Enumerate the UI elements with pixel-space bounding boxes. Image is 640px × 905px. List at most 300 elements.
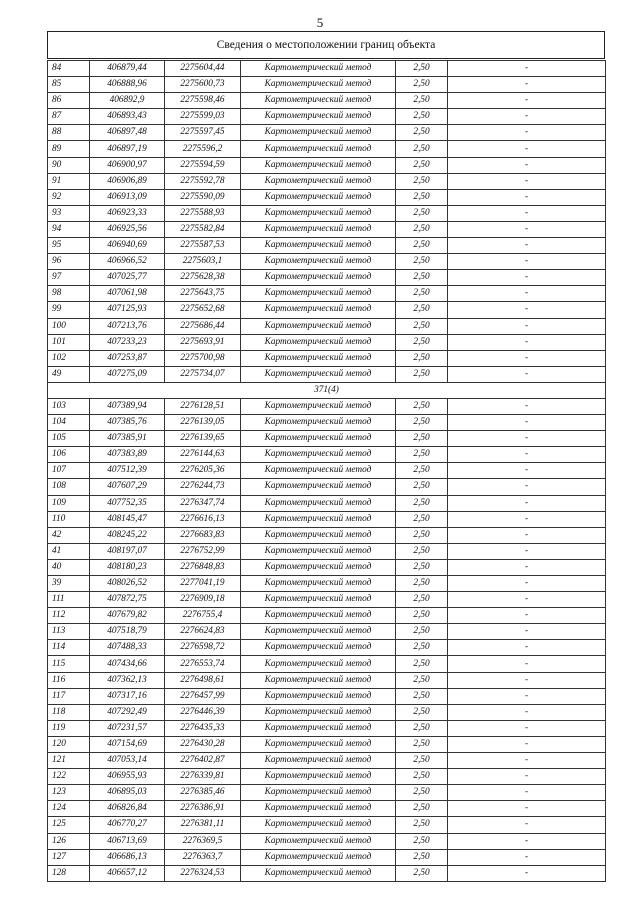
note-cell: -: [448, 849, 606, 865]
method-cell: Картометрический метод: [241, 205, 396, 221]
point-number-cell: 88: [48, 125, 90, 141]
y-coordinate-cell: 2276616,13: [165, 511, 241, 527]
accuracy-cell: 2,50: [396, 93, 448, 109]
y-coordinate-cell: 2276553,74: [165, 656, 241, 672]
note-cell: -: [448, 785, 606, 801]
accuracy-cell: 2,50: [396, 334, 448, 350]
point-number-cell: 92: [48, 189, 90, 205]
accuracy-cell: 2,50: [396, 656, 448, 672]
table-title: Сведения о местоположении границ объекта: [47, 31, 605, 59]
y-coordinate-cell: 2275588,93: [165, 205, 241, 221]
x-coordinate-cell: 407275,09: [90, 366, 165, 382]
method-cell: Картометрический метод: [241, 431, 396, 447]
y-coordinate-cell: 2276339,81: [165, 769, 241, 785]
accuracy-cell: 2,50: [396, 463, 448, 479]
x-coordinate-cell: 406923,33: [90, 205, 165, 221]
x-coordinate-cell: 406966,52: [90, 254, 165, 270]
x-coordinate-cell: 406770,27: [90, 817, 165, 833]
x-coordinate-cell: 406906,89: [90, 173, 165, 189]
note-cell: -: [448, 592, 606, 608]
point-number-cell: 103: [48, 398, 90, 414]
accuracy-cell: 2,50: [396, 720, 448, 736]
point-number-cell: 102: [48, 350, 90, 366]
point-number-cell: 121: [48, 753, 90, 769]
table-row: [48, 576, 606, 592]
note-cell: -: [448, 318, 606, 334]
table-row: [48, 672, 606, 688]
x-coordinate-cell: 407607,29: [90, 479, 165, 495]
accuracy-cell: 2,50: [396, 415, 448, 431]
y-coordinate-cell: 2276369,5: [165, 833, 241, 849]
point-number-cell: 126: [48, 833, 90, 849]
point-number-cell: 96: [48, 254, 90, 270]
note-cell: -: [448, 753, 606, 769]
accuracy-cell: 2,50: [396, 479, 448, 495]
method-cell: Картометрический метод: [241, 141, 396, 157]
method-cell: Картометрический метод: [241, 817, 396, 833]
x-coordinate-cell: 407383,89: [90, 447, 165, 463]
x-coordinate-cell: 407213,76: [90, 318, 165, 334]
method-cell: Картометрический метод: [241, 527, 396, 543]
note-cell: -: [448, 656, 606, 672]
method-cell: Картометрический метод: [241, 511, 396, 527]
table-row: [48, 318, 606, 334]
table-row: [48, 431, 606, 447]
table-row: [48, 286, 606, 302]
y-coordinate-cell: 2276446,39: [165, 704, 241, 720]
table-row: [48, 753, 606, 769]
point-number-cell: 113: [48, 624, 90, 640]
point-number-cell: 98: [48, 286, 90, 302]
note-cell: -: [448, 61, 606, 77]
point-number-cell: 93: [48, 205, 90, 221]
note-cell: -: [448, 415, 606, 431]
note-cell: -: [448, 302, 606, 318]
method-cell: Картометрический метод: [241, 189, 396, 205]
accuracy-cell: 2,50: [396, 398, 448, 414]
point-number-cell: 101: [48, 334, 90, 350]
x-coordinate-cell: 407253,87: [90, 350, 165, 366]
table-row: [48, 334, 606, 350]
table-row: [48, 479, 606, 495]
note-cell: -: [448, 398, 606, 414]
method-cell: Картометрический метод: [241, 624, 396, 640]
y-coordinate-cell: 2276381,11: [165, 817, 241, 833]
table-row: [48, 865, 606, 881]
note-cell: -: [448, 431, 606, 447]
y-coordinate-cell: 2275587,53: [165, 238, 241, 254]
method-cell: Картометрический метод: [241, 753, 396, 769]
table-row: [48, 93, 606, 109]
accuracy-cell: 2,50: [396, 318, 448, 334]
method-cell: Картометрический метод: [241, 704, 396, 720]
method-cell: Картометрический метод: [241, 736, 396, 752]
accuracy-cell: 2,50: [396, 205, 448, 221]
table-row: [48, 238, 606, 254]
note-cell: -: [448, 109, 606, 125]
x-coordinate-cell: 407061,98: [90, 286, 165, 302]
accuracy-cell: 2,50: [396, 495, 448, 511]
accuracy-cell: 2,50: [396, 704, 448, 720]
accuracy-cell: 2,50: [396, 833, 448, 849]
table-row: [48, 833, 606, 849]
method-cell: Картометрический метод: [241, 769, 396, 785]
table-row: [48, 61, 606, 77]
x-coordinate-cell: 407292,49: [90, 704, 165, 720]
point-number-cell: 111: [48, 592, 90, 608]
x-coordinate-cell: 408145,47: [90, 511, 165, 527]
section-label: 371(4): [48, 382, 606, 398]
y-coordinate-cell: 2276386,91: [165, 801, 241, 817]
x-coordinate-cell: 407233,23: [90, 334, 165, 350]
point-number-cell: 89: [48, 141, 90, 157]
note-cell: -: [448, 801, 606, 817]
x-coordinate-cell: 407317,16: [90, 688, 165, 704]
x-coordinate-cell: 407752,35: [90, 495, 165, 511]
x-coordinate-cell: 407488,33: [90, 640, 165, 656]
note-cell: -: [448, 495, 606, 511]
y-coordinate-cell: 2276139,65: [165, 431, 241, 447]
note-cell: -: [448, 334, 606, 350]
method-cell: Картометрический метод: [241, 495, 396, 511]
point-number-cell: 118: [48, 704, 90, 720]
table-row: [48, 415, 606, 431]
point-number-cell: 104: [48, 415, 90, 431]
note-cell: -: [448, 77, 606, 93]
section-row: [48, 382, 606, 398]
method-cell: Картометрический метод: [241, 398, 396, 414]
table-row: [48, 173, 606, 189]
note-cell: -: [448, 576, 606, 592]
y-coordinate-cell: 2276909,18: [165, 592, 241, 608]
note-cell: -: [448, 366, 606, 382]
table-row: [48, 640, 606, 656]
y-coordinate-cell: 2276498,61: [165, 672, 241, 688]
point-number-cell: 105: [48, 431, 90, 447]
table-row: [48, 592, 606, 608]
table-row: [48, 254, 606, 270]
table-row: [48, 704, 606, 720]
method-cell: Картометрический метод: [241, 463, 396, 479]
y-coordinate-cell: 2276205,36: [165, 463, 241, 479]
accuracy-cell: 2,50: [396, 688, 448, 704]
table-row: [48, 447, 606, 463]
y-coordinate-cell: 2275582,84: [165, 221, 241, 237]
y-coordinate-cell: 2276755,4: [165, 608, 241, 624]
method-cell: Картометрический метод: [241, 672, 396, 688]
table-row: [48, 205, 606, 221]
method-cell: Картометрический метод: [241, 865, 396, 881]
table-row: [48, 125, 606, 141]
note-cell: -: [448, 463, 606, 479]
method-cell: Картометрический метод: [241, 157, 396, 173]
x-coordinate-cell: 407872,75: [90, 592, 165, 608]
y-coordinate-cell: 2276624,83: [165, 624, 241, 640]
method-cell: Картометрический метод: [241, 785, 396, 801]
table-row: [48, 141, 606, 157]
y-coordinate-cell: 2276244,73: [165, 479, 241, 495]
point-number-cell: 95: [48, 238, 90, 254]
note-cell: -: [448, 865, 606, 881]
point-number-cell: 110: [48, 511, 90, 527]
y-coordinate-cell: 2277041,19: [165, 576, 241, 592]
method-cell: Картометрический метод: [241, 801, 396, 817]
note-cell: -: [448, 720, 606, 736]
x-coordinate-cell: 407434,66: [90, 656, 165, 672]
point-number-cell: 97: [48, 270, 90, 286]
accuracy-cell: 2,50: [396, 592, 448, 608]
x-coordinate-cell: 406892,9: [90, 93, 165, 109]
accuracy-cell: 2,50: [396, 302, 448, 318]
note-cell: -: [448, 189, 606, 205]
accuracy-cell: 2,50: [396, 817, 448, 833]
y-coordinate-cell: 2276144,63: [165, 447, 241, 463]
point-number-cell: 124: [48, 801, 90, 817]
accuracy-cell: 2,50: [396, 769, 448, 785]
x-coordinate-cell: 407518,79: [90, 624, 165, 640]
y-coordinate-cell: 2275693,91: [165, 334, 241, 350]
point-number-cell: 127: [48, 849, 90, 865]
method-cell: Картометрический метод: [241, 608, 396, 624]
note-cell: -: [448, 559, 606, 575]
accuracy-cell: 2,50: [396, 576, 448, 592]
method-cell: Картометрический метод: [241, 849, 396, 865]
y-coordinate-cell: 2275628,38: [165, 270, 241, 286]
x-coordinate-cell: 406888,96: [90, 77, 165, 93]
point-number-cell: 109: [48, 495, 90, 511]
method-cell: Картометрический метод: [241, 238, 396, 254]
x-coordinate-cell: 408197,07: [90, 543, 165, 559]
note-cell: -: [448, 511, 606, 527]
y-coordinate-cell: 2275594,59: [165, 157, 241, 173]
point-number-cell: 84: [48, 61, 90, 77]
note-cell: -: [448, 254, 606, 270]
point-number-cell: 42: [48, 527, 90, 543]
x-coordinate-cell: 407389,94: [90, 398, 165, 414]
note-cell: -: [448, 221, 606, 237]
method-cell: Картометрический метод: [241, 270, 396, 286]
y-coordinate-cell: 2275598,46: [165, 93, 241, 109]
accuracy-cell: 2,50: [396, 640, 448, 656]
table-row: [48, 366, 606, 382]
accuracy-cell: 2,50: [396, 350, 448, 366]
accuracy-cell: 2,50: [396, 254, 448, 270]
table-row: [48, 769, 606, 785]
table-row: [48, 801, 606, 817]
accuracy-cell: 2,50: [396, 286, 448, 302]
method-cell: Картометрический метод: [241, 479, 396, 495]
x-coordinate-cell: 406657,12: [90, 865, 165, 881]
note-cell: -: [448, 543, 606, 559]
method-cell: Картометрический метод: [241, 576, 396, 592]
y-coordinate-cell: 2276598,72: [165, 640, 241, 656]
y-coordinate-cell: 2276324,53: [165, 865, 241, 881]
table-row: [48, 511, 606, 527]
y-coordinate-cell: 2275603,1: [165, 254, 241, 270]
accuracy-cell: 2,50: [396, 238, 448, 254]
accuracy-cell: 2,50: [396, 109, 448, 125]
y-coordinate-cell: 2276752,99: [165, 543, 241, 559]
note-cell: -: [448, 173, 606, 189]
note-cell: -: [448, 141, 606, 157]
accuracy-cell: 2,50: [396, 157, 448, 173]
table-row: [48, 785, 606, 801]
point-number-cell: 128: [48, 865, 90, 881]
note-cell: -: [448, 672, 606, 688]
accuracy-cell: 2,50: [396, 61, 448, 77]
method-cell: Картометрический метод: [241, 334, 396, 350]
x-coordinate-cell: 407362,13: [90, 672, 165, 688]
method-cell: Картометрический метод: [241, 302, 396, 318]
y-coordinate-cell: 2276848,83: [165, 559, 241, 575]
point-number-cell: 123: [48, 785, 90, 801]
point-number-cell: 40: [48, 559, 90, 575]
point-number-cell: 49: [48, 366, 90, 382]
accuracy-cell: 2,50: [396, 511, 448, 527]
coordinates-table-body: [48, 61, 606, 882]
table-row: [48, 624, 606, 640]
note-cell: -: [448, 270, 606, 286]
accuracy-cell: 2,50: [396, 431, 448, 447]
coordinates-table: [47, 60, 606, 882]
accuracy-cell: 2,50: [396, 543, 448, 559]
accuracy-cell: 2,50: [396, 736, 448, 752]
note-cell: -: [448, 157, 606, 173]
accuracy-cell: 2,50: [396, 865, 448, 881]
note-cell: -: [448, 286, 606, 302]
accuracy-cell: 2,50: [396, 801, 448, 817]
method-cell: Картометрический метод: [241, 656, 396, 672]
point-number-cell: 114: [48, 640, 90, 656]
accuracy-cell: 2,50: [396, 785, 448, 801]
x-coordinate-cell: 407679,82: [90, 608, 165, 624]
x-coordinate-cell: 407025,77: [90, 270, 165, 286]
x-coordinate-cell: 406713,69: [90, 833, 165, 849]
point-number-cell: 117: [48, 688, 90, 704]
method-cell: Картометрический метод: [241, 350, 396, 366]
y-coordinate-cell: 2275686,44: [165, 318, 241, 334]
accuracy-cell: 2,50: [396, 270, 448, 286]
x-coordinate-cell: 407231,57: [90, 720, 165, 736]
table-row: [48, 849, 606, 865]
point-number-cell: 87: [48, 109, 90, 125]
method-cell: Картометрический метод: [241, 447, 396, 463]
accuracy-cell: 2,50: [396, 447, 448, 463]
x-coordinate-cell: 406895,03: [90, 785, 165, 801]
note-cell: -: [448, 833, 606, 849]
method-cell: Картометрический метод: [241, 61, 396, 77]
y-coordinate-cell: 2276457,99: [165, 688, 241, 704]
note-cell: -: [448, 350, 606, 366]
x-coordinate-cell: 406897,19: [90, 141, 165, 157]
table-row: [48, 157, 606, 173]
y-coordinate-cell: 2275590,09: [165, 189, 241, 205]
x-coordinate-cell: 407512,39: [90, 463, 165, 479]
table-row: [48, 398, 606, 414]
accuracy-cell: 2,50: [396, 753, 448, 769]
method-cell: Картометрический метод: [241, 366, 396, 382]
accuracy-cell: 2,50: [396, 77, 448, 93]
x-coordinate-cell: 406826,84: [90, 801, 165, 817]
x-coordinate-cell: 408026,52: [90, 576, 165, 592]
point-number-cell: 122: [48, 769, 90, 785]
method-cell: Картометрический метод: [241, 559, 396, 575]
table-row: [48, 527, 606, 543]
point-number-cell: 112: [48, 608, 90, 624]
point-number-cell: 125: [48, 817, 90, 833]
x-coordinate-cell: 407385,76: [90, 415, 165, 431]
table-row: [48, 817, 606, 833]
y-coordinate-cell: 2275600,73: [165, 77, 241, 93]
point-number-cell: 120: [48, 736, 90, 752]
note-cell: -: [448, 640, 606, 656]
method-cell: Картометрический метод: [241, 221, 396, 237]
x-coordinate-cell: 406955,93: [90, 769, 165, 785]
table-row: [48, 736, 606, 752]
y-coordinate-cell: 2276430,28: [165, 736, 241, 752]
accuracy-cell: 2,50: [396, 849, 448, 865]
point-number-cell: 100: [48, 318, 90, 334]
method-cell: Картометрический метод: [241, 415, 396, 431]
note-cell: -: [448, 527, 606, 543]
table-row: [48, 302, 606, 318]
point-number-cell: 107: [48, 463, 90, 479]
y-coordinate-cell: 2276385,46: [165, 785, 241, 801]
accuracy-cell: 2,50: [396, 173, 448, 189]
table-row: [48, 221, 606, 237]
note-cell: -: [448, 238, 606, 254]
x-coordinate-cell: 406900,97: [90, 157, 165, 173]
method-cell: Картометрический метод: [241, 720, 396, 736]
y-coordinate-cell: 2275592,78: [165, 173, 241, 189]
accuracy-cell: 2,50: [396, 141, 448, 157]
accuracy-cell: 2,50: [396, 366, 448, 382]
x-coordinate-cell: 407125,93: [90, 302, 165, 318]
point-number-cell: 86: [48, 93, 90, 109]
method-cell: Картометрический метод: [241, 688, 396, 704]
x-coordinate-cell: 406893,43: [90, 109, 165, 125]
note-cell: -: [448, 608, 606, 624]
method-cell: Картометрический метод: [241, 254, 396, 270]
table-row: [48, 189, 606, 205]
method-cell: Картометрический метод: [241, 109, 396, 125]
accuracy-cell: 2,50: [396, 624, 448, 640]
y-coordinate-cell: 2276435,33: [165, 720, 241, 736]
note-cell: -: [448, 736, 606, 752]
y-coordinate-cell: 2275652,68: [165, 302, 241, 318]
table-row: [48, 656, 606, 672]
method-cell: Картометрический метод: [241, 125, 396, 141]
method-cell: Картометрический метод: [241, 543, 396, 559]
accuracy-cell: 2,50: [396, 189, 448, 205]
x-coordinate-cell: 407385,91: [90, 431, 165, 447]
point-number-cell: 99: [48, 302, 90, 318]
point-number-cell: 108: [48, 479, 90, 495]
point-number-cell: 119: [48, 720, 90, 736]
table-row: [48, 720, 606, 736]
point-number-cell: 115: [48, 656, 90, 672]
y-coordinate-cell: 2275604,44: [165, 61, 241, 77]
note-cell: -: [448, 688, 606, 704]
note-cell: -: [448, 447, 606, 463]
x-coordinate-cell: 406879,44: [90, 61, 165, 77]
method-cell: Картометрический метод: [241, 173, 396, 189]
point-number-cell: 90: [48, 157, 90, 173]
y-coordinate-cell: 2275596,2: [165, 141, 241, 157]
accuracy-cell: 2,50: [396, 672, 448, 688]
y-coordinate-cell: 2276683,83: [165, 527, 241, 543]
point-number-cell: 85: [48, 77, 90, 93]
